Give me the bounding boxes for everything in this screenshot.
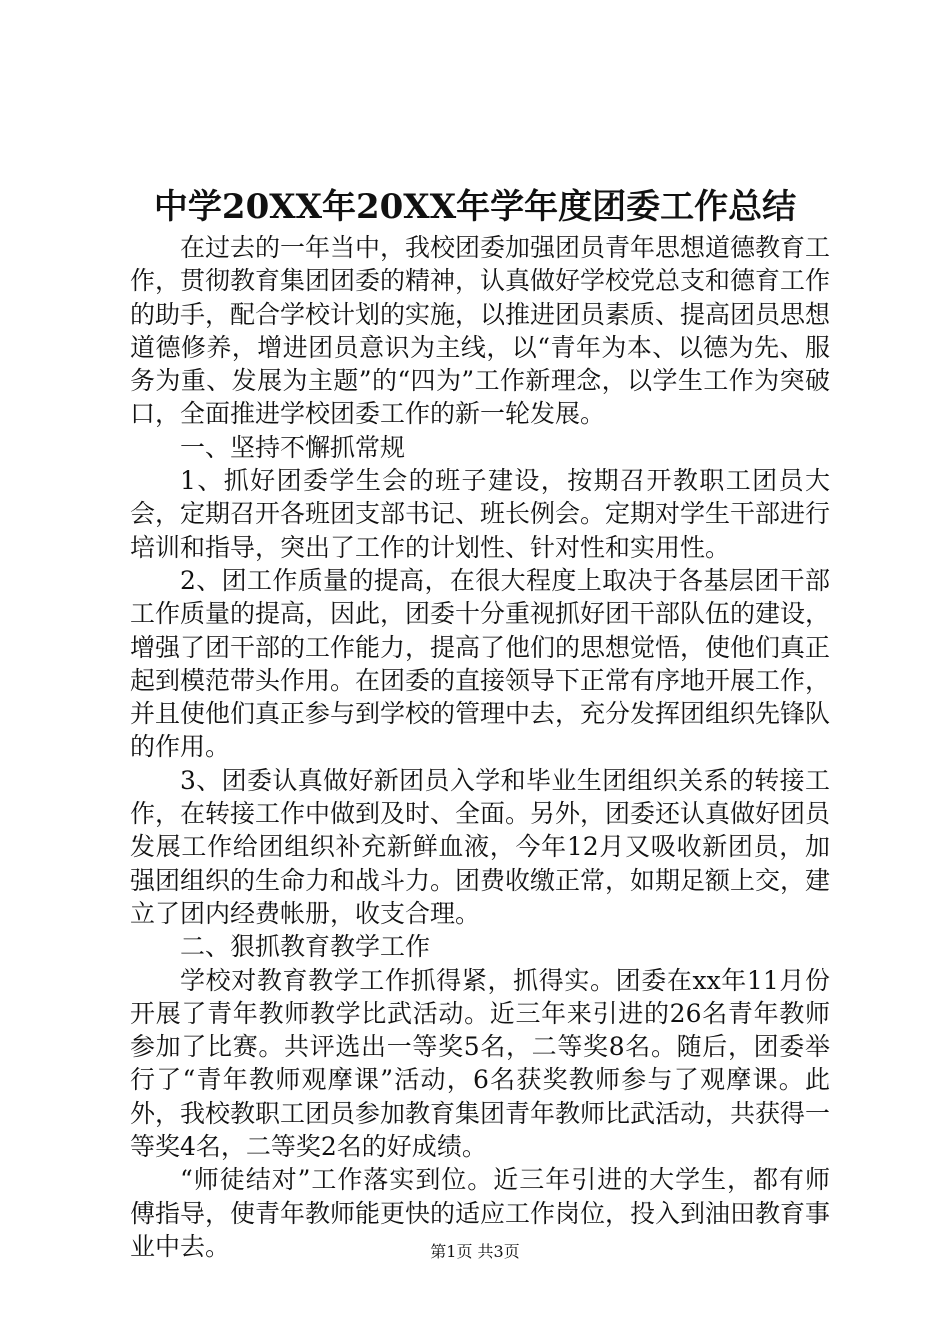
paragraph-mentoring: “师徒结对”工作落实到位。近三年引进的大学生，都有师傅指导，使青年教师能更快的适应工作岗位，投入到油田教育事业中去。 <box>130 1165 831 1261</box>
paragraph-item-1: 1、抓好团委学生会的班子建设，按期召开教职工团员大会，定期召开各班团支部书记、班长例会。定期对学生干部进行培训和指导，突出了工作的计划性、针对性和实用性。 <box>130 466 831 562</box>
page-number: 第1页 共3页 <box>430 1242 520 1261</box>
paragraph-teaching: 学校对教育教学工作抓得紧，抓得实。团委在xx年11月份开展了青年教师教学比武活动。近三年来引进的26名青年教师参加了比赛。共评选出一等奖5名，二等奖8名。随后，团委举行了“青年教师观摩课”活动，6名获奖教师参与了观摩课。此外，我校教职工团员参加教育集团青年教师比武活动，共获得一等奖4名，二等奖2名的好成绩。 <box>130 965 831 1162</box>
paragraph-item-2: 2、团工作质量的提高，在很大程度上取决于各基层团干部工作质量的提高，因此，团委十分重视抓好团干部队伍的建设，增强了团干部的工作能力，提高了他们的思想觉悟，使他们真正起到模范带头作用。在团委的直接领导下正常有序地开展工作，并且使他们真正参与到学校的管理中去，充分发挥团组织先锋队的作用。 <box>130 565 831 762</box>
document-title: 中学20XX年20XX年学年度团委工作总结 <box>153 187 797 227</box>
section-heading-1: 一、坚持不懈抓常规 <box>180 432 406 462</box>
section-heading-2: 二、狠抓教育教学工作 <box>180 932 431 962</box>
paragraph-intro: 在过去的一年当中，我校团委加强团员青年思想道德教育工作，贯彻教育集团团委的精神，认真做好学校党总支和德育工作的助手，配合学校计划的实施，以推进团员素质、提高团员思想道德修养，增进团员意识为主线，以“青年为本、以德为先、服务为重、发展为主题”的“四为”工作新理念，以学生工作为突破口，全面推进学校团委工作的新一轮发展。 <box>130 233 831 429</box>
document-body <box>130 231 830 1263</box>
paragraph-item-3: 3、团委认真做好新团员入学和毕业生团组织关系的转接工作，在转接工作中做到及时、全面。另外，团委还认真做好团员发展工作给团组织补充新鲜血液，今年12月又吸收新团员，加强团组织的生命力和战斗力。团费收缴正常，如期足额上交，建立了团内经费帐册，收支合理。 <box>130 765 831 928</box>
